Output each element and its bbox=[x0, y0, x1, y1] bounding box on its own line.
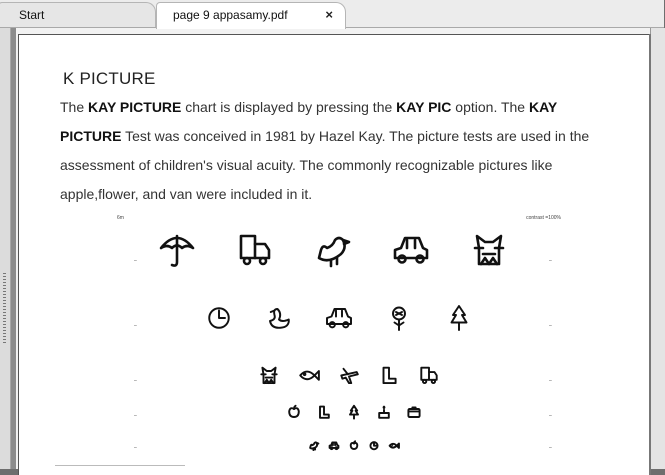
row-marker: – bbox=[549, 323, 552, 329]
viewer-gutter bbox=[11, 28, 16, 469]
chart-distance-label: 6m bbox=[117, 215, 124, 221]
clock-icon bbox=[370, 442, 377, 449]
umbrella-icon bbox=[161, 236, 193, 266]
kay-picture-chart bbox=[114, 210, 564, 451]
paragraph-text: chart is displayed by pressing the bbox=[181, 99, 397, 115]
paragraph-text: The bbox=[60, 99, 89, 115]
bold-term: KAY PIC bbox=[396, 99, 452, 115]
pdf-page bbox=[18, 34, 649, 475]
duck-icon bbox=[270, 309, 289, 328]
body-paragraph bbox=[60, 93, 620, 209]
boot-icon bbox=[320, 407, 329, 418]
truck-icon bbox=[421, 368, 436, 383]
side-panel-handle[interactable] bbox=[0, 28, 11, 469]
fish-icon bbox=[300, 371, 319, 380]
paragraph-text: Test was conceived in 1981 by Hazel Kay. The picture tests are used in the assessment of children's visual acuity. The commonly recognizable pictures like apple,flower, and van were included in it. bbox=[60, 128, 590, 202]
car-icon bbox=[330, 442, 339, 449]
tab-bar bbox=[0, 0, 664, 28]
row-marker: – bbox=[134, 323, 137, 329]
tab-document[interactable] bbox=[156, 2, 346, 29]
clock-icon bbox=[209, 308, 229, 328]
row-marker: – bbox=[134, 258, 137, 264]
bold-term: KAY PICTURE bbox=[88, 99, 182, 115]
bird-icon bbox=[310, 442, 318, 450]
flower-icon bbox=[393, 308, 405, 331]
paragraph-text: option. The bbox=[451, 99, 529, 115]
row-marker: – bbox=[134, 378, 137, 384]
row-marker: – bbox=[549, 445, 552, 451]
tree-icon bbox=[452, 306, 467, 330]
truck-icon bbox=[241, 236, 269, 264]
chart-contrast-label: contrast =100% bbox=[526, 215, 561, 221]
apple-icon bbox=[351, 441, 358, 449]
cat-icon bbox=[475, 236, 503, 264]
tab-document-label: page 9 appasamy.pdf bbox=[173, 8, 288, 22]
bold-term: KAY PICTURE bbox=[60, 99, 558, 144]
pdf-viewer bbox=[0, 28, 664, 469]
cat-icon bbox=[261, 368, 276, 383]
tab-start-label: Start bbox=[19, 8, 45, 22]
close-tab-icon[interactable]: × bbox=[325, 7, 333, 22]
boot-icon bbox=[384, 368, 396, 383]
grip-icon[interactable] bbox=[3, 273, 6, 343]
row-marker: – bbox=[549, 413, 552, 419]
car-icon bbox=[327, 309, 351, 327]
tab-start[interactable] bbox=[0, 2, 156, 27]
scrollbar[interactable] bbox=[650, 28, 665, 469]
fish-icon bbox=[390, 444, 399, 448]
row-marker: – bbox=[549, 378, 552, 384]
row-marker: – bbox=[134, 445, 137, 451]
box-icon bbox=[408, 407, 419, 417]
apple-icon bbox=[289, 406, 299, 417]
row-marker: – bbox=[134, 413, 137, 419]
page-footer-rule bbox=[55, 465, 185, 466]
plane-icon bbox=[341, 369, 358, 383]
cake-icon bbox=[379, 407, 389, 418]
car-icon bbox=[395, 238, 427, 263]
row-marker: – bbox=[549, 258, 552, 264]
tree-icon bbox=[350, 406, 358, 419]
page-heading: K PICTURE bbox=[63, 69, 156, 88]
bird-icon bbox=[319, 238, 349, 266]
